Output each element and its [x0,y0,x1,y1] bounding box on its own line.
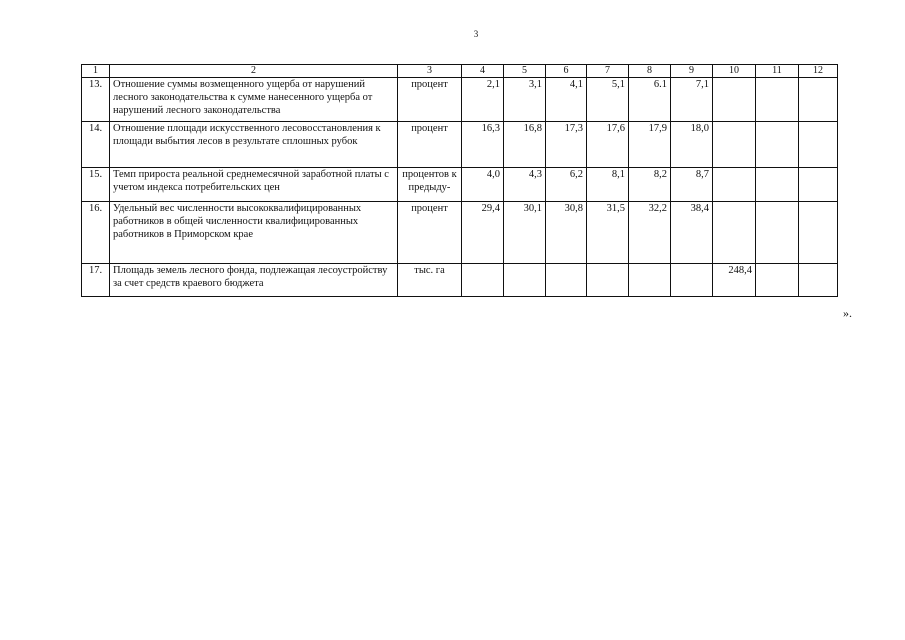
value-cell: 32,2 [629,202,671,264]
value-cell: 8,1 [587,168,629,202]
unit-cell: процент [398,78,462,122]
value-cell: 248,4 [713,264,756,297]
column-header: 8 [629,65,671,78]
value-cell: 30,8 [546,202,587,264]
value-cell: 8,7 [671,168,713,202]
value-cell [756,264,799,297]
column-header: 7 [587,65,629,78]
column-header: 10 [713,65,756,78]
column-header: 6 [546,65,587,78]
column-header: 9 [671,65,713,78]
value-cell [799,264,838,297]
unit-cell: тыс. га [398,264,462,297]
column-header: 1 [82,65,110,78]
value-cell [462,264,504,297]
value-cell [504,264,546,297]
table-row [82,78,838,122]
value-cell [671,264,713,297]
value-cell: 16,3 [462,122,504,168]
indicator-name: Темп прироста реальной среднемесячной заработной платы с учетом индекса потребительских цен [110,168,398,202]
row-number: 15. [82,168,110,202]
table-header-row [82,65,838,78]
indicator-name: Отношение суммы возмещенного ущерба от нарушений лесного законодательства к сумме нанесенного ущерба от нарушений лесного законодательства [110,78,398,122]
table-row [82,264,838,297]
value-cell: 3,1 [504,78,546,122]
value-cell [756,202,799,264]
table-row [82,168,838,202]
column-header: 11 [756,65,799,78]
value-cell [799,202,838,264]
value-cell [799,122,838,168]
value-cell: 18,0 [671,122,713,168]
value-cell: 4,3 [504,168,546,202]
value-cell [713,78,756,122]
value-cell [799,78,838,122]
unit-cell: процентов к предыду- [398,168,462,202]
value-cell [587,264,629,297]
row-number: 13. [82,78,110,122]
value-cell [713,168,756,202]
value-cell: 5,1 [587,78,629,122]
value-cell: 29,4 [462,202,504,264]
row-number: 17. [82,264,110,297]
page-number: 3 [473,29,479,39]
indicator-name: Удельный вес численности высококвалифицированных работников в общей численности квалифицированных работников в Приморском крае [110,202,398,264]
value-cell: 7,1 [671,78,713,122]
value-cell: 17,9 [629,122,671,168]
column-header: 3 [398,65,462,78]
value-cell [713,202,756,264]
value-cell [756,122,799,168]
unit-cell: процент [398,202,462,264]
value-cell [546,264,587,297]
value-cell: 8,2 [629,168,671,202]
value-cell [756,78,799,122]
value-cell [799,168,838,202]
indicator-name: Отношение площади искусственного лесовосстановления к площади выбытия лесов в результате сплошных рубок [110,122,398,168]
value-cell [629,264,671,297]
column-header: 5 [504,65,546,78]
value-cell [756,168,799,202]
value-cell: 6.1 [629,78,671,122]
unit-cell: процент [398,122,462,168]
column-header: 12 [799,65,838,78]
column-header: 4 [462,65,504,78]
value-cell: 16,8 [504,122,546,168]
value-cell: 31,5 [587,202,629,264]
indicator-name: Площадь земель лесного фонда, подлежащая лесоустройству за счет средств краевого бюджета [110,264,398,297]
value-cell: 17,3 [546,122,587,168]
table-row [82,202,838,264]
value-cell: 17,6 [587,122,629,168]
value-cell: 38,4 [671,202,713,264]
value-cell: 2,1 [462,78,504,122]
value-cell: 30,1 [504,202,546,264]
value-cell: 4,0 [462,168,504,202]
row-number: 14. [82,122,110,168]
value-cell [713,122,756,168]
table-row [82,122,838,168]
value-cell: 4,1 [546,78,587,122]
column-header: 2 [110,65,398,78]
value-cell: 6,2 [546,168,587,202]
indicators-table [81,64,838,297]
row-number: 16. [82,202,110,264]
closing-quote: ». [843,306,852,320]
